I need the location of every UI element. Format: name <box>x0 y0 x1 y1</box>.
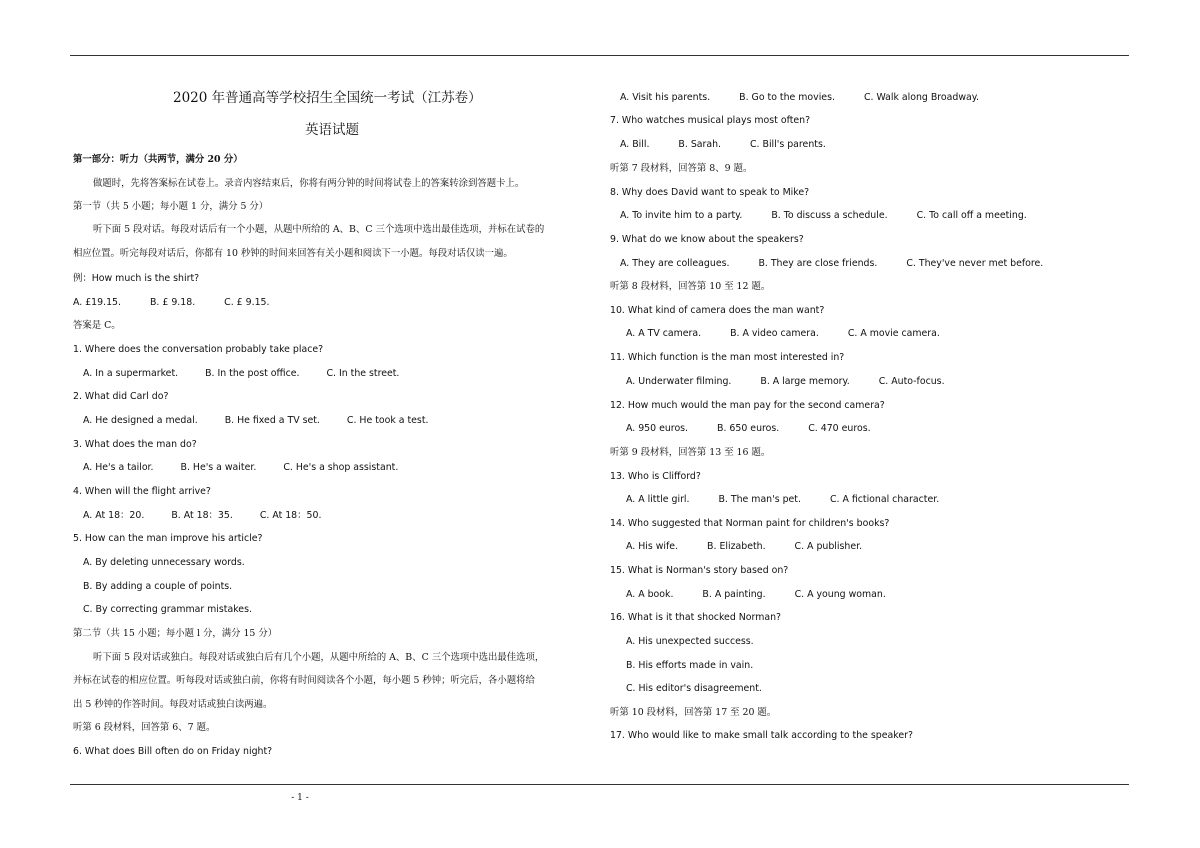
option-a: A. Bill. <box>620 139 650 150</box>
option-c: C. £ 9.15. <box>224 297 270 308</box>
question-10-options <box>626 328 940 340</box>
question-6-options <box>620 92 979 104</box>
question-2: 2. What did Carl do? <box>73 391 169 402</box>
option-b: B. Elizabeth. <box>707 541 766 552</box>
question-16-option-b: B. His efforts made in vain. <box>626 660 754 671</box>
exam-subtitle: 英语试题 <box>305 122 359 138</box>
option-c: C. At 18：50. <box>259 510 322 521</box>
option-b: B. To discuss a schedule. <box>771 210 888 221</box>
material-7-label: 听第 7 段材料，回答第 8、9 题。 <box>610 163 753 174</box>
option-b: B. The man's pet. <box>718 494 801 505</box>
question-16-option-a: A. His unexpected success. <box>626 636 754 647</box>
option-c: C. He's a shop assistant. <box>283 462 399 473</box>
option-b: B. He's a waiter. <box>180 462 257 473</box>
material-6-label: 听第 6 段材料，回答第 6、7 题。 <box>73 722 216 733</box>
section1-instruction: 听下面 5 段对话。每段对话后有一个小题，从题中所给的 A、B、C 三个选项中选出最佳选项，并标在试卷的 <box>93 224 545 235</box>
question-11: 11. Which function is the man most interested in? <box>610 352 845 363</box>
question-9-options <box>620 258 1043 270</box>
option-a: A. To invite him to a party. <box>620 210 743 221</box>
option-a: A. A book. <box>626 589 674 600</box>
question-12-options <box>626 423 871 435</box>
option-a: A. They are colleagues. <box>620 258 730 269</box>
question-13-options <box>626 494 939 506</box>
option-c: C. A fictional character. <box>829 494 940 505</box>
question-7-options <box>620 139 826 151</box>
question-17: 17. Who would like to make small talk according to the speaker? <box>610 730 913 741</box>
option-a: A. He's a tailor. <box>83 462 154 473</box>
question-13: 13. Who is Clifford? <box>610 471 701 482</box>
question-1-options <box>83 368 399 380</box>
option-b: B. In the post office. <box>205 368 300 379</box>
question-12: 12. How much would the man pay for the second camera? <box>610 400 885 411</box>
example-options <box>73 297 269 309</box>
header-rule <box>70 55 1129 56</box>
question-15-options <box>626 589 886 601</box>
option-c: C. In the street. <box>326 368 400 379</box>
material-9-label: 听第 9 段材料，回答第 13 至 16 题。 <box>610 447 771 458</box>
question-1: 1. Where does the conversation probably take place? <box>73 344 324 355</box>
option-a: A. At 18：20. <box>83 510 145 521</box>
option-b: B. A video camera. <box>730 328 819 339</box>
option-a: A. Visit his parents. <box>620 92 711 103</box>
option-a: A. In a supermarket. <box>83 368 179 379</box>
question-9: 9. What do we know about the speakers? <box>610 234 804 245</box>
question-4: 4. When will the flight arrive? <box>73 486 211 497</box>
option-a: A. A little girl. <box>626 494 690 505</box>
question-10: 10. What kind of camera does the man want? <box>610 305 825 316</box>
option-b: B. They are close friends. <box>758 258 878 269</box>
option-a: A. His wife. <box>626 541 679 552</box>
option-c: C. A publisher. <box>794 541 863 552</box>
material-8-label: 听第 8 段材料，回答第 10 至 12 题。 <box>610 281 771 292</box>
section2-instruction: 并标在试卷的相应位置。听每段对话或独白前，你将有时间阅读各个小题，每小题 5 秒钟；听完后，各小题将给 <box>73 675 535 686</box>
material-10-label: 听第 10 段材料，回答第 17 至 20 题。 <box>610 707 777 718</box>
question-8-options <box>620 210 1027 222</box>
example-question: 例：How much is the shirt? <box>73 273 200 284</box>
section1-heading: 第一节（共 5 小题；每小题 1 分，满分 5 分） <box>73 201 269 212</box>
part1-heading: 第一部分：听力（共两节，满分 20 分） <box>73 154 243 165</box>
option-b: B. A large memory. <box>760 376 850 387</box>
option-c: C. Walk along Broadway. <box>863 92 979 103</box>
option-c: C. A young woman. <box>794 589 886 600</box>
option-c: C. Bill's parents. <box>750 139 826 150</box>
question-6: 6. What does Bill often do on Friday night? <box>73 746 273 757</box>
option-b: B. At 18：35. <box>171 510 233 521</box>
question-3: 3. What does the man do? <box>73 439 197 450</box>
example-answer: 答案是 C。 <box>73 320 121 331</box>
section1-instruction: 相应位置。听完每段对话后，你都有 10 秒钟的时间来回答有关小题和阅读下一小题。每段对话仅读一遍。 <box>73 248 513 259</box>
intro-text: 做题时，先将答案标在试卷上。录音内容结束后，你将有两分钟的时间将试卷上的答案转涂到答题卡上。 <box>93 178 525 189</box>
option-a: A. A TV camera. <box>626 328 702 339</box>
option-c: C. Auto-focus. <box>878 376 945 387</box>
question-14: 14. Who suggested that Norman paint for children's books? <box>610 518 890 529</box>
question-2-options <box>83 415 428 427</box>
section2-heading: 第二节（共 15 小题；每小题 l 分，满分 15 分） <box>73 628 278 639</box>
question-3-options <box>83 462 398 474</box>
question-11-options <box>626 376 945 388</box>
option-c: C. To call off a meeting. <box>916 210 1027 221</box>
option-c: C. They've never met before. <box>906 258 1044 269</box>
question-5: 5. How can the man improve his article? <box>73 533 263 544</box>
option-b: B. A painting. <box>702 589 766 600</box>
option-b: B. 650 euros. <box>717 423 780 434</box>
option-b: B. Sarah. <box>678 139 722 150</box>
question-8: 8. Why does David want to speak to Mike? <box>610 187 810 198</box>
page-number: - 1 - <box>291 793 309 803</box>
question-16: 16. What is it that shocked Norman? <box>610 612 781 623</box>
option-c: C. A movie camera. <box>847 328 940 339</box>
option-b: B. £ 9.18. <box>149 297 196 308</box>
question-5-option-b: B. By adding a couple of points. <box>83 581 233 592</box>
option-b: B. He fixed a TV set. <box>224 415 320 426</box>
section2-instruction: 出 5 秒钟的作答时间。每段对话或独白读两遍。 <box>73 699 273 710</box>
section2-instruction: 听下面 5 段对话或独白。每段对话或独白后有几个小题，从题中所给的 A、B、C 三个选项中选出最佳选项， <box>93 652 545 663</box>
option-a: A. 950 euros. <box>626 423 689 434</box>
option-a: A. Underwater filming. <box>626 376 732 387</box>
footer-rule <box>70 784 1129 785</box>
option-b: B. Go to the movies. <box>739 92 835 103</box>
option-a: A. He designed a medal. <box>83 415 198 426</box>
option-c: C. 470 euros. <box>808 423 871 434</box>
question-16-option-c: C. His editor's disagreement. <box>626 683 762 694</box>
question-4-options <box>83 510 321 522</box>
question-14-options <box>626 541 862 553</box>
question-15: 15. What is Norman's story based on? <box>610 565 789 576</box>
exam-title: 2020 年普通高等学校招生全国统一考试（江苏卷） <box>173 90 482 106</box>
question-7: 7. Who watches musical plays most often? <box>610 115 811 126</box>
question-5-option-a: A. By deleting unnecessary words. <box>83 557 245 568</box>
question-5-option-c: C. By correcting grammar mistakes. <box>83 604 252 615</box>
option-c: C. He took a test. <box>346 415 429 426</box>
option-a: A. £19.15. <box>73 297 121 308</box>
